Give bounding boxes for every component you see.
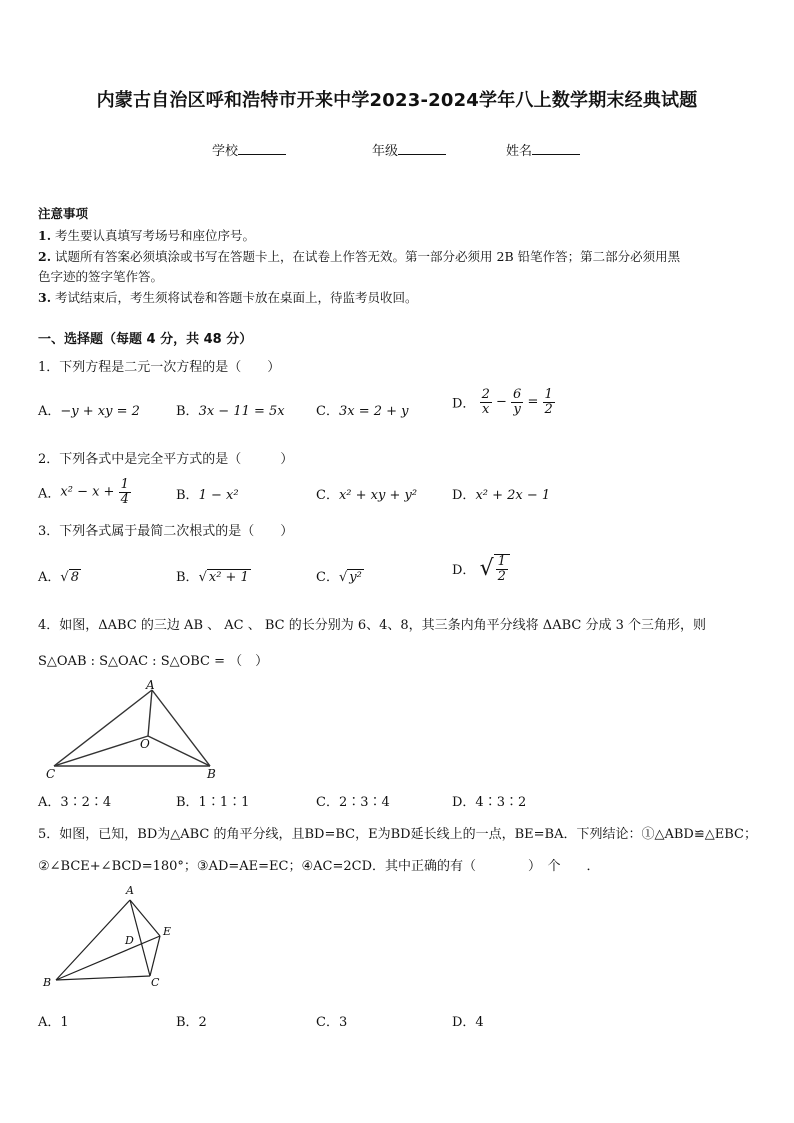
q3-option-b: B．√ x² + 1	[176, 570, 249, 585]
q5-label-b: B	[43, 976, 52, 989]
grade-field: 年级	[372, 140, 446, 159]
q2-option-c: C．x² + xy + y²	[316, 488, 418, 503]
q1-option-a: A．−y + xy = 2	[38, 404, 140, 419]
q5-option-d: D．4	[452, 1015, 484, 1030]
q4-stem: 4．如图，ΔABC 的三边 AB 、 AC 、 BC 的长分别为 6、4、8，其三条内角平分线将 ΔABC 分成 3 个三角形，则	[38, 618, 706, 633]
q5-segment-be	[56, 936, 160, 980]
notes-heading: 注意事项	[38, 206, 89, 221]
q5-label-d: D	[125, 934, 134, 947]
q3-option-a: A．√ 8	[38, 570, 79, 585]
q4-segment-oc	[54, 736, 148, 766]
q3-option-d: D． √ $\frac{1}{2}$	[452, 554, 510, 583]
section-heading: 一、选择题（每题 4 分，共 48 分）	[38, 332, 253, 347]
q5-stem-conclusions: ②∠BCE+∠BCD=180°；③AD=AE=EC；④AC=2CD．其中正确的有（ ） 个 ．	[38, 859, 600, 874]
q5-stem: 5．如图，已知，BD为△ABC 的角平分线，且BD=BC，E为BD延长线上的一点，BE=BA．下列结论：①△ABD≌△EBC；	[38, 827, 757, 842]
q4-option-d: D．4∶3∶2	[452, 795, 527, 810]
note-2-cont: 色字迹的签字笔作答。	[38, 269, 164, 284]
q4-option-b: B．1∶1∶1	[176, 795, 250, 810]
q4-label-b: B	[207, 767, 216, 780]
q4-label-c: C	[46, 767, 56, 780]
school-field: 学校	[212, 140, 286, 159]
q2-stem: 2．下列各式中是完全平方式的是（ ）	[38, 452, 294, 467]
q4-side-ca	[54, 690, 152, 766]
q4-stem-ratio: S△OAB : S△OAC : S△OBC = （ ）	[38, 654, 269, 669]
name-field: 姓名	[506, 140, 580, 159]
q4-option-c: C．2∶3∶4	[316, 795, 390, 810]
q4-triangle-figure	[40, 680, 230, 780]
note-1: 1. 考生要认真填写考场号和座位序号。	[38, 228, 256, 243]
q5-side-bc	[56, 976, 150, 980]
page-title: 内蒙古自治区呼和浩特市开来中学2023-2024学年八上数学期末经典试题	[96, 90, 698, 111]
q2-option-d: D．x² + 2x − 1	[452, 488, 551, 503]
q4-option-a: A．3∶2∶4	[38, 795, 112, 810]
q5-option-a: A．1	[38, 1015, 69, 1030]
q4-label-o: O	[140, 737, 150, 751]
q5-label-a: A	[126, 884, 134, 897]
q1-option-d: D． $\frac{2}{x}$ − $\frac{6}{y}$ = $\frac{1}{2}$	[452, 387, 553, 417]
q1-option-b: B．3x − 11 = 5x	[176, 404, 285, 419]
q2-option-b: B．1 − x²	[176, 488, 239, 503]
q5-label-e: E	[163, 925, 172, 938]
q4-side-ab	[152, 690, 210, 766]
q3-stem: 3．下列各式属于最简二次根式的是（ ）	[38, 524, 294, 539]
note-3: 3. 考试结束后，考生须将试卷和答题卡放在桌面上，待监考员收回。	[38, 290, 418, 305]
q2-option-a: A．x² − x + $\frac{1}{4}$	[38, 477, 129, 507]
q4-segment-ob	[148, 736, 210, 766]
note-2: 2. 试题所有答案必须填涂或书写在答题卡上，在试卷上作答无效。第一部分必须用 2B 铅笔作答；第二部分必须用黑	[38, 249, 681, 264]
q5-label-c: C	[151, 976, 160, 989]
q5-segment-ec	[150, 936, 160, 976]
q5-side-ba	[56, 900, 130, 980]
q5-option-c: C．3	[316, 1015, 348, 1030]
q5-option-b: B．2	[176, 1015, 207, 1030]
q5-triangle-figure	[38, 882, 188, 992]
q1-option-c: C．3x = 2 + y	[316, 404, 409, 419]
q4-label-a: A	[146, 680, 155, 692]
q3-option-c: C．√ y²	[316, 570, 362, 585]
q1-stem: 1．下列方程是二元一次方程的是（ ）	[38, 360, 281, 375]
q4-segment-oa	[148, 690, 152, 736]
